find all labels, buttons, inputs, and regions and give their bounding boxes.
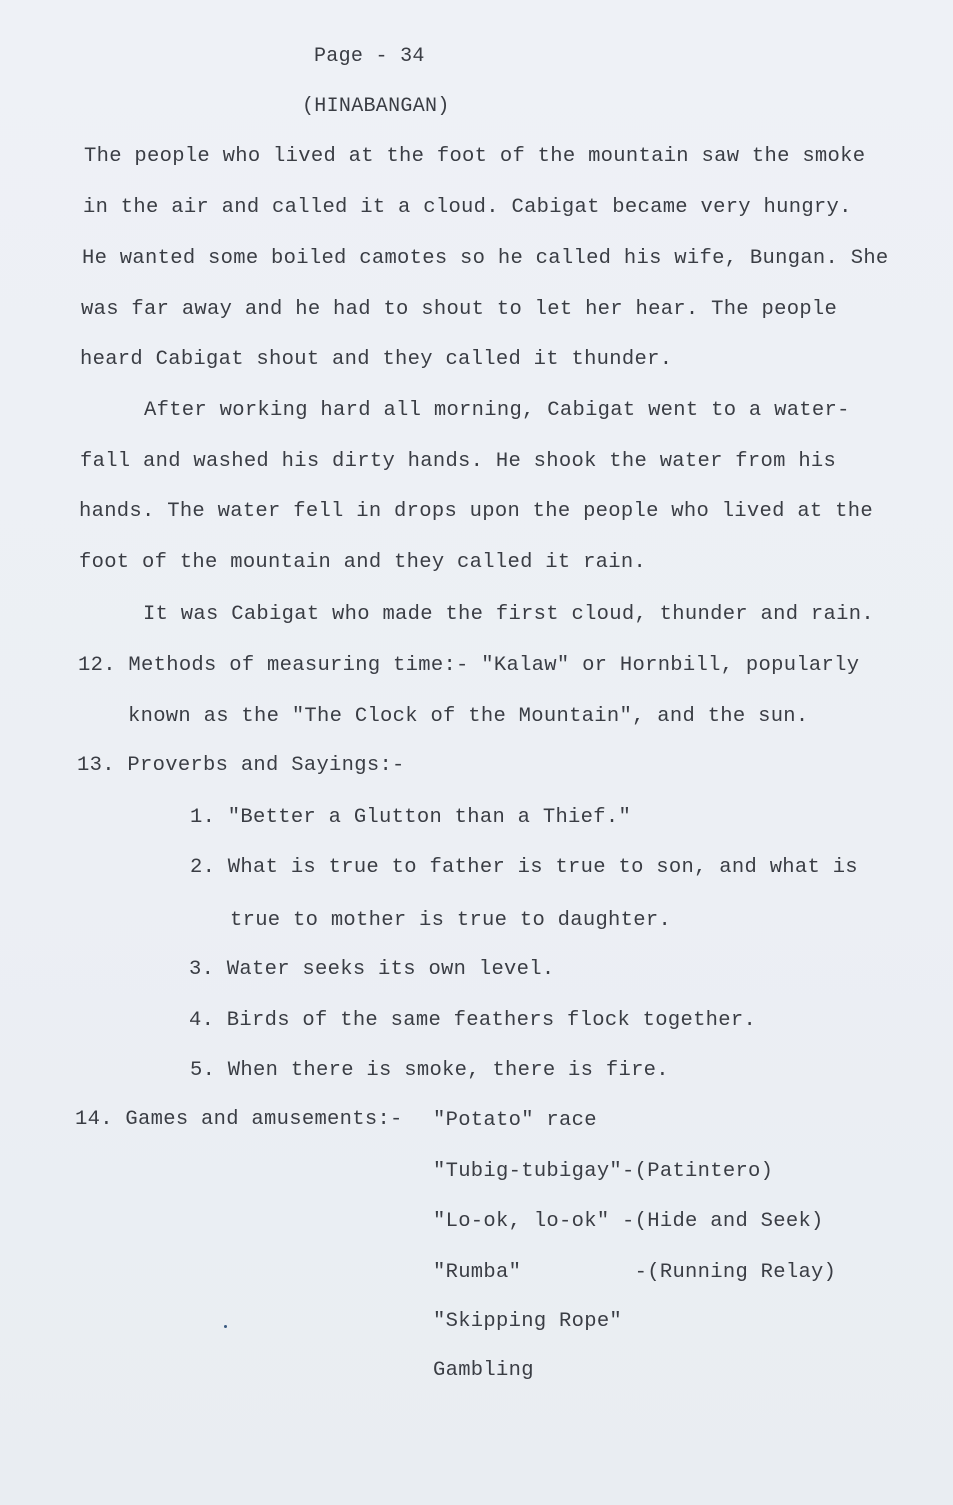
ink-speck bbox=[224, 1325, 227, 1328]
section-12-line: 12. Methods of measuring time:- "Kalaw" or Hornbill, popularly bbox=[78, 654, 860, 677]
body-line: foot of the mountain and they called it rain. bbox=[79, 551, 647, 574]
body-line: He wanted some boiled camotes so he called his wife, Bungan. She bbox=[82, 247, 889, 270]
body-line: The people who lived at the foot of the mountain saw the smoke bbox=[84, 145, 866, 168]
proverb-item: 2. What is true to father is true to son, and what is bbox=[190, 856, 858, 879]
game-item: "Lo-ok, lo-ok" -(Hide and Seek) bbox=[433, 1210, 824, 1233]
game-item: Gambling bbox=[433, 1359, 534, 1382]
proverb-item: true to mother is true to daughter. bbox=[230, 909, 672, 932]
body-line: After working hard all morning, Cabigat went to a water- bbox=[144, 399, 850, 422]
game-item: "Tubig-tubigay"-(Patintero) bbox=[433, 1160, 774, 1183]
page-number: Page - 34 bbox=[314, 45, 425, 68]
body-line: hands. The water fell in drops upon the people who lived at the bbox=[79, 500, 873, 523]
body-line: heard Cabigat shout and they called it thunder. bbox=[80, 348, 673, 371]
proverb-item: 3. Water seeks its own level. bbox=[189, 958, 555, 981]
body-line: in the air and called it a cloud. Cabigat became very hungry. bbox=[83, 196, 852, 219]
body-line: fall and washed his dirty hands. He shook the water from his bbox=[80, 450, 837, 473]
place-heading: (HINABANGAN) bbox=[302, 95, 450, 118]
game-item: "Potato" race bbox=[433, 1109, 597, 1132]
game-item: "Rumba" -(Running Relay) bbox=[433, 1261, 837, 1284]
proverb-item: 4. Birds of the same feathers flock together. bbox=[189, 1009, 757, 1032]
game-item: "Skipping Rope" bbox=[433, 1310, 623, 1333]
body-line: It was Cabigat who made the first cloud, thunder and rain. bbox=[143, 603, 874, 626]
proverb-item: 5. When there is smoke, there is fire. bbox=[190, 1059, 669, 1082]
body-line: was far away and he had to shout to let her hear. The people bbox=[81, 298, 838, 321]
proverb-item: 1. "Better a Glutton than a Thief." bbox=[190, 806, 632, 829]
section-12-line: known as the "The Clock of the Mountain", and the sun. bbox=[128, 705, 809, 728]
section-13-heading: 13. Proverbs and Sayings:- bbox=[77, 754, 405, 777]
section-14-heading: 14. Games and amusements:- bbox=[75, 1108, 403, 1131]
